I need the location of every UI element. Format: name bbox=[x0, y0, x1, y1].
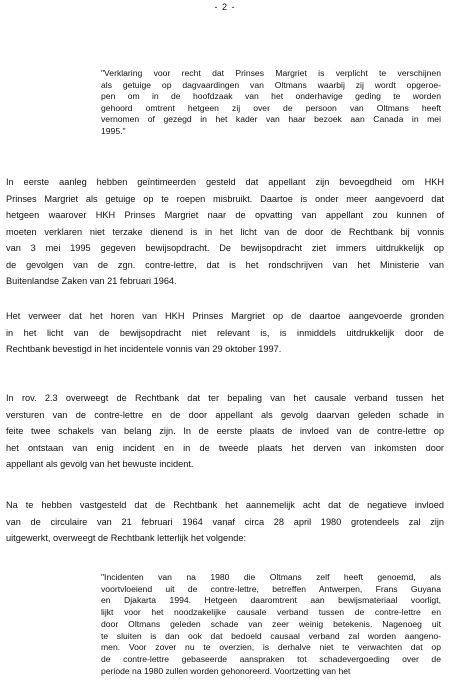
paragraph-line: In eerste aanleg hebben geïntimeerden gesteld dat appellant zijn bevoegdheid om HKH bbox=[6, 177, 444, 187]
quote1-line: "Verklaring voor recht dat Prinses Margriet is verplicht te verschijnen bbox=[101, 68, 441, 78]
paragraph-line: de gevolgen van de zgn. contre-lettre, dat is het rondschrijven van het Ministerie van bbox=[6, 259, 444, 270]
paragraph-line: Na te hebben vastgesteld dat de Rechtbank het aannemelijk acht dat de negatieve invloed bbox=[6, 500, 444, 510]
quote2-line: periode na 1980 zullen worden gehonoreerd. Voortzetting van het bbox=[101, 665, 351, 676]
quote2-line: door Oltmans geleden schade van zeer weinig betekenis. Nagenoeg uit bbox=[101, 618, 441, 629]
quote2-line: "Incidenten van na 1980 die Oltmans zelf heeft genoemd, als bbox=[101, 572, 441, 582]
quote2-line: en Djakarta 1994. Hetgeen daaromtrent aan bewijsmateriaal voorligt, bbox=[101, 595, 441, 606]
quote2-line: voortvloeiend uit de contre-lettre, betreffen Antwerpen, Frans Guyana bbox=[101, 583, 441, 594]
paragraph-line: appellant als gevolg van het bewuste incident. bbox=[6, 459, 194, 469]
quote1-line: gehoord omtrent hetgeen zij over de persoon van Oltmans heeft bbox=[101, 102, 441, 113]
paragraph-line: Prinses Margriet als getuige op te roepen misbruikt. Daartoe is onder meer aangevoerd dat bbox=[6, 193, 444, 204]
quote1-line: vernomen of gezegd in het kader van haar bezoek aan Canada in mei bbox=[101, 114, 441, 125]
quote1-line: 1995." bbox=[101, 126, 126, 136]
paragraph-line: feite twee schakels van belang zijn. In de eerste plaats de invloed van de contre-lettre op bbox=[6, 426, 444, 436]
paragraph-line: in het licht van de bewijsopdracht niet relevant is, is inmiddels uitdrukkelijk door de bbox=[6, 327, 444, 338]
paragraph-line: moeten verklaren niet terzake dienend is in het licht van de door de Rechtbank bij vonnis bbox=[6, 226, 444, 237]
paragraph-line: Buitenlandse Zaken van 21 februari 1964. bbox=[6, 276, 177, 286]
paragraph-line: hetgeen waarover HKH Prinses Margriet naar de opvatting van appellant zou kunnen of bbox=[6, 210, 444, 220]
page-number: - 2 - bbox=[214, 2, 236, 12]
paragraph-line: het ontstaan van enig incident en in de tweede plaats het derven van inkomsten door bbox=[6, 442, 444, 453]
quote1-line: als getuige op dagvaardingen van Oltmans waarbij zij wordt opgeroe- bbox=[101, 79, 441, 90]
quote2-line: te sluiten is dan ook dat bedoeld causaal verband zal worden aangeno- bbox=[101, 630, 441, 641]
paragraph-line: Het verweer dat het horen van HKH Prinses Margriet op de daartoe aangevoerde gronden bbox=[6, 311, 444, 321]
paragraph-line: In rov. 2.3 overweegt de Rechtbank dat ter bepaling van het causale verband tussen het bbox=[6, 393, 444, 403]
quote2-line: de contre-lettre gebaseerde aanspraken tot schadevergoeding over de bbox=[101, 653, 441, 664]
quote1-line: pen om in de hoofdzaak van het onderhavige geding te worden bbox=[101, 91, 441, 102]
quote2-line: lijkt voor het noodzakelijke causale verband tussen de contre-lettre en bbox=[101, 607, 441, 618]
paragraph-line: van 3 mei 1995 gegeven bewijsopdracht. De bewijsopdracht ziet immers uitdrukkelijk op bbox=[6, 243, 444, 253]
paragraph-line: versturen van de contre-lettre en de door appellant als gevolg daarvan geleden schade in bbox=[6, 409, 444, 420]
paragraph-line: uitgewerkt, overweegt de Rechtbank letterlijk het volgende: bbox=[6, 533, 247, 543]
paragraph-line: van de circulaire van 21 februari 1964 vanaf circa 28 april 1980 grotendeels zal zijn bbox=[6, 516, 444, 527]
quote2-line: men. Voor zover nu te overzien, is derhalve niet te verwachten dat op bbox=[101, 642, 441, 653]
paragraph-line: Rechtbank bevestigd in het incidentele vonnis van 29 oktober 1997. bbox=[6, 344, 282, 354]
